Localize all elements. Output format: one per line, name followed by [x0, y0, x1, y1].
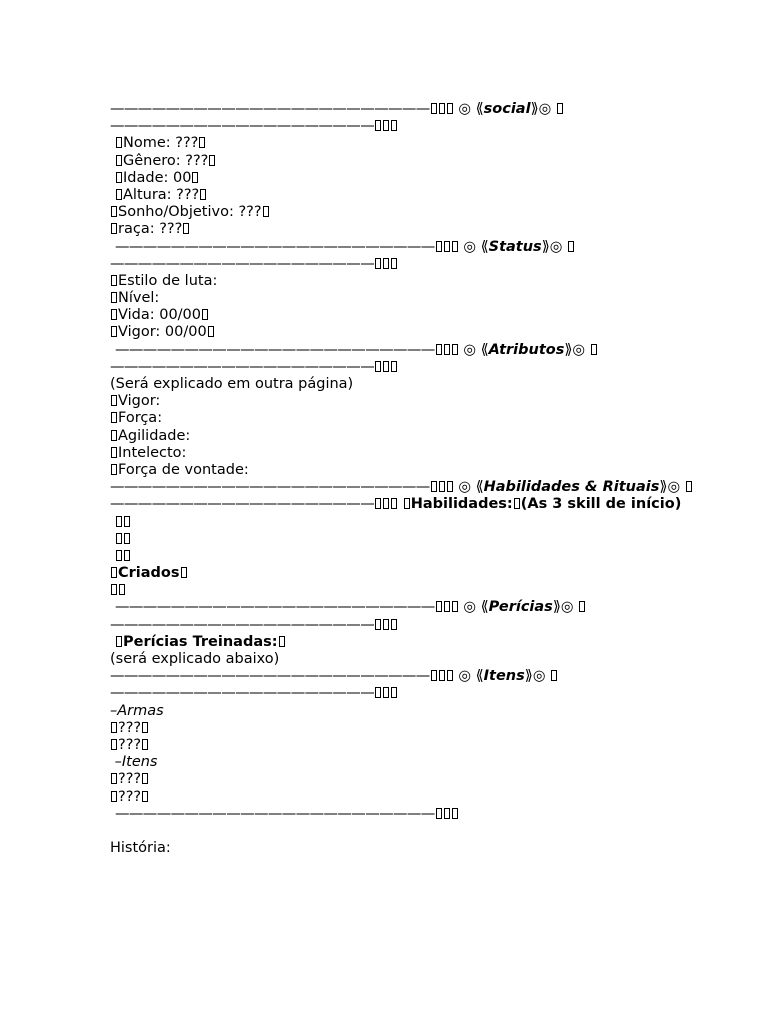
section-rule: ——————————————————— [110, 256, 750, 273]
rule-line: ——————————————————————— [110, 101, 430, 117]
field-vigor: Vigor: 00/00 [110, 324, 750, 341]
atributos-note: (Será explicado em outra página) [110, 376, 354, 392]
section-title-pericias: Perícias [488, 599, 553, 616]
skill-slot [110, 548, 750, 565]
criados-slot [110, 582, 750, 599]
field-raca: raça: ??? [110, 221, 750, 238]
field-estilo: Estilo de luta: [110, 273, 750, 290]
skill-slot [110, 531, 750, 548]
section-rule: ——————————————————— [110, 685, 750, 702]
field-attr-agilidade: Agilidade: [110, 428, 750, 445]
pericias-label: Perícias Treinadas: [110, 634, 750, 651]
section-rule: ——————————————————— [110, 118, 750, 135]
field-attr-vontade: Força de vontade: [110, 462, 750, 479]
field-idade: Idade: 00 [110, 170, 750, 187]
section-title-status: Status [488, 238, 542, 255]
section-header-habilidades: ——————————————————————— ◎ ⟪Habilidades & Rituais⟫◎ [110, 479, 750, 496]
criados-label: Criados [110, 565, 750, 582]
field-nivel: Nível: [110, 290, 750, 307]
field-attr-intelecto: Intelecto: [110, 445, 750, 462]
section-header-social [110, 101, 750, 118]
field-sonho: Sonho/Objetivo: ??? [110, 204, 750, 221]
historia-label: História: [110, 840, 171, 857]
section-rule: ——————————————————— [110, 617, 750, 634]
item-entry: ??? [110, 771, 750, 788]
section-header-status: ——————————————————————— ◎ ⟪Status⟫◎ [110, 239, 750, 256]
pericias-note: (será explicado abaixo) [110, 651, 280, 667]
itens-label: –Itens [110, 754, 158, 771]
section-header-pericias: ——————————————————————— ◎ ⟪Perícias⟫◎ [110, 599, 750, 616]
arma-item: ??? [110, 737, 750, 754]
field-nome: Nome: ??? [110, 135, 750, 152]
section-title-social: social [483, 101, 531, 117]
section-title-habilidades: Habilidades & Rituais [483, 479, 660, 496]
skill-slot [110, 514, 750, 531]
field-attr-forca: Força: [110, 410, 750, 427]
section-title-itens: Itens [483, 668, 525, 685]
habilidades-note: (As 3 skill de início) [520, 496, 682, 513]
field-altura: Altura: ??? [110, 187, 750, 204]
habilidades-label: Habilidades: [410, 496, 513, 513]
field-vida: Vida: 00/00 [110, 307, 750, 324]
section-header-itens: ——————————————————————— ◎ ⟪Itens⟫◎ [110, 668, 750, 685]
marker-open: ◎ ⟪ [458, 101, 484, 117]
section-rule-habilidades: ——————————————————— Habilidades: (As 3 skill de início) [110, 496, 682, 513]
field-genero: Gênero: ??? [110, 153, 750, 170]
arma-item: ??? [110, 720, 750, 737]
section-header-atributos: ——————————————————————— ◎ ⟪Atributos⟫◎ [110, 342, 750, 359]
section-title-atributos: Atributos [488, 341, 565, 358]
character-sheet [110, 101, 750, 857]
marker-close: ⟫◎ [530, 101, 552, 117]
item-entry: ??? [110, 789, 750, 806]
section-rule: ——————————————————— [110, 359, 750, 376]
field-attr-vigor: Vigor: [110, 393, 750, 410]
section-rule-end: ——————————————————————— [110, 806, 750, 823]
armas-label: –Armas [110, 702, 164, 719]
spacer [110, 823, 750, 840]
